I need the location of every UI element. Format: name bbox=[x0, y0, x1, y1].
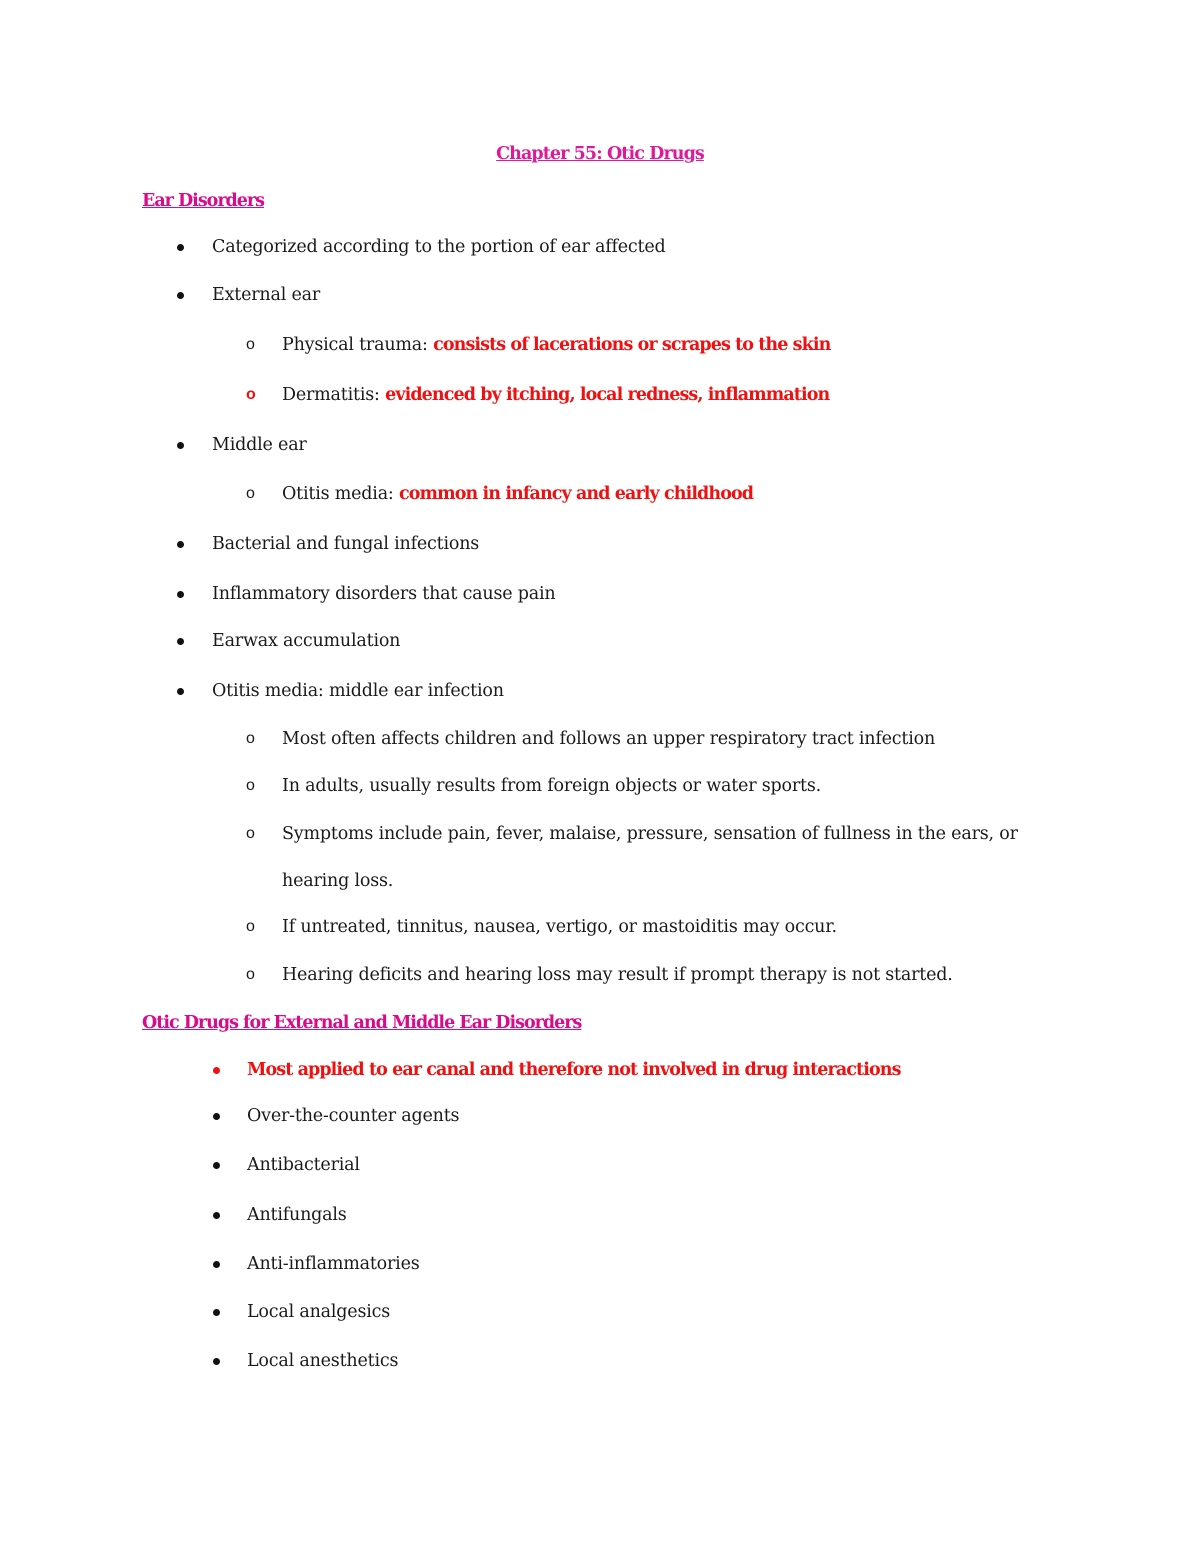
list-item: Otitis media: middle ear infection bbox=[212, 681, 504, 701]
bullet-marker bbox=[177, 442, 184, 449]
list-item: Middle ear bbox=[212, 435, 307, 455]
bullet-marker bbox=[177, 591, 184, 598]
list-item: Bacterial and fungal infections bbox=[212, 534, 480, 554]
page-title: Chapter 55: Otic Drugs bbox=[496, 144, 704, 164]
bullet-marker bbox=[177, 244, 184, 251]
list-item: Anti-inflammatories bbox=[247, 1254, 420, 1274]
sub-bullet-marker: o bbox=[246, 777, 255, 794]
sub-bullet-marker: o bbox=[246, 336, 255, 353]
bullet-marker bbox=[177, 541, 184, 548]
list-item: Antibacterial bbox=[247, 1155, 360, 1175]
sub-list-item: Symptoms include pain, fever, malaise, pressure, sensation of fullness in the ears, or bbox=[282, 824, 1018, 844]
bullet-marker bbox=[213, 1113, 220, 1120]
bullet-marker bbox=[177, 688, 184, 695]
bullet-marker bbox=[213, 1261, 220, 1268]
sub-list-item bbox=[282, 384, 829, 406]
bullet-marker bbox=[177, 292, 184, 299]
sub-list-item bbox=[282, 483, 753, 505]
sub-list-item: If untreated, tinnitus, nausea, vertigo, or mastoiditis may occur. bbox=[282, 917, 837, 937]
list-item: Antifungals bbox=[247, 1205, 347, 1225]
list-item: Local analgesics bbox=[247, 1302, 391, 1322]
sub-bullet-marker: o bbox=[246, 966, 255, 983]
sub-bullet-marker: o bbox=[246, 825, 255, 842]
list-item: Over-the-counter agents bbox=[247, 1106, 460, 1126]
bullet-marker bbox=[213, 1162, 220, 1169]
sub-list-item: Hearing deficits and hearing loss may result if prompt therapy is not started. bbox=[282, 965, 953, 985]
bullet-marker bbox=[213, 1358, 220, 1365]
sub-list-item bbox=[282, 334, 830, 356]
bullet-marker bbox=[213, 1067, 220, 1074]
sub-bullet-marker: o bbox=[246, 485, 255, 502]
sub-item-label: Dermatitis: bbox=[282, 385, 386, 405]
section-heading-ear-disorders: Ear Disorders bbox=[142, 191, 265, 211]
sub-bullet-marker: o bbox=[246, 918, 255, 935]
sub-list-item-continuation: hearing loss. bbox=[282, 871, 394, 891]
bullet-marker bbox=[177, 638, 184, 645]
list-item: Local anesthetics bbox=[247, 1351, 399, 1371]
sub-item-note: common in infancy and early childhood bbox=[399, 484, 754, 504]
list-item: Categorized according to the portion of ear affected bbox=[212, 237, 666, 257]
sub-bullet-marker: o bbox=[246, 730, 255, 747]
sub-list-item: In adults, usually results from foreign objects or water sports. bbox=[282, 776, 821, 796]
sub-item-note: consists of lacerations or scrapes to the skin bbox=[433, 335, 831, 355]
list-item: External ear bbox=[212, 285, 321, 305]
bullet-marker bbox=[213, 1212, 220, 1219]
section-heading-otic-drugs: Otic Drugs for External and Middle Ear Disorders bbox=[142, 1013, 582, 1033]
sub-item-label: Otitis media: bbox=[282, 484, 399, 504]
sub-bullet-marker: o bbox=[246, 386, 256, 403]
list-item: Inflammatory disorders that cause pain bbox=[212, 584, 556, 604]
bullet-marker bbox=[213, 1309, 220, 1316]
list-item: Earwax accumulation bbox=[212, 631, 401, 651]
sub-item-label: Physical trauma: bbox=[282, 335, 434, 355]
sub-list-item: Most often affects children and follows an upper respiratory tract infection bbox=[282, 729, 936, 749]
highlight-item: Most applied to ear canal and therefore not involved in drug interactions bbox=[247, 1060, 901, 1080]
sub-item-note: evidenced by itching, local redness, inflammation bbox=[385, 385, 830, 405]
